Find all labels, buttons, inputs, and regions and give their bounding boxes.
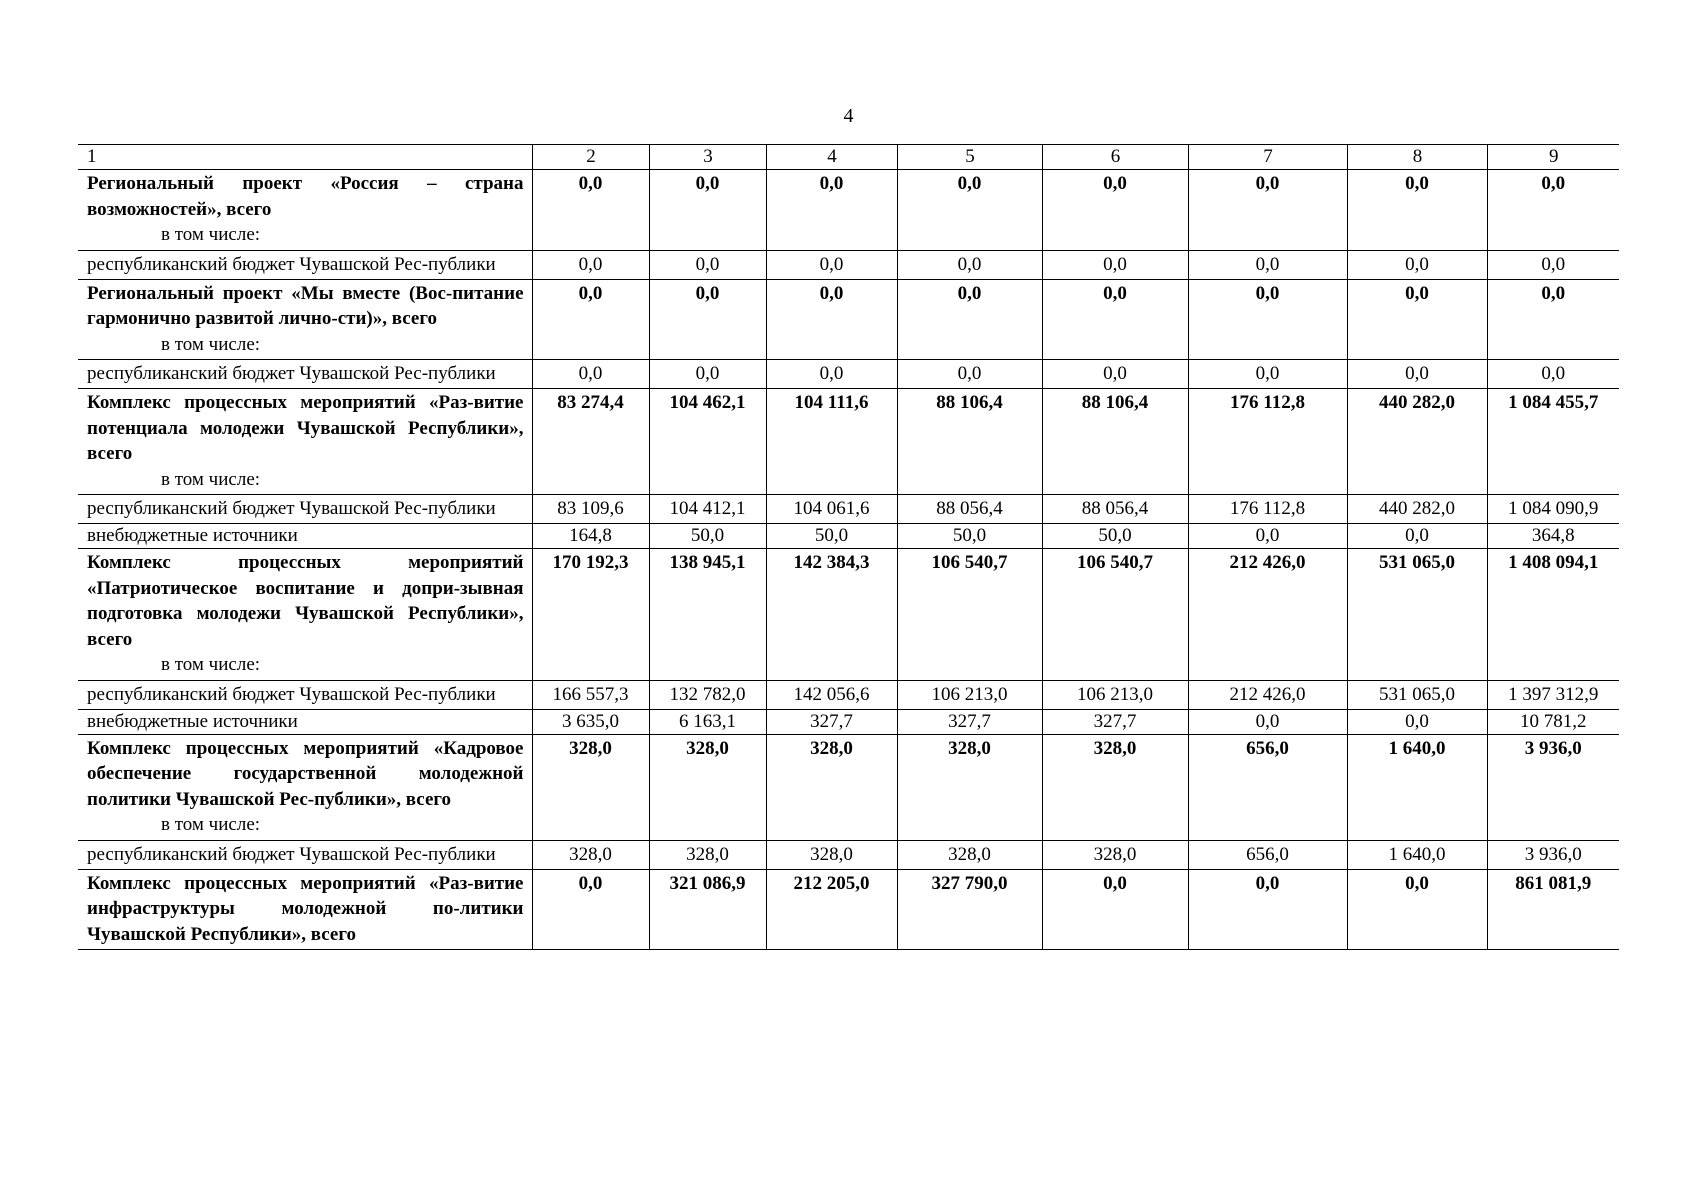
value-cell: 50,0 [766,524,897,549]
value-cell: 0,0 [1042,250,1188,279]
including-note: в том числе: [161,468,261,490]
value-cell: 0,0 [649,360,766,389]
table-row [78,680,1619,709]
value-cell: 0,0 [1188,360,1347,389]
value-cell: 0,0 [1188,170,1347,251]
value-cell: 328,0 [766,840,897,869]
value-cell: 328,0 [532,840,649,869]
value-cell: 0,0 [897,170,1042,251]
row-label: Комплекс процессных мероприятий «Раз-витие инфраструктуры молодежной по-литики Чувашской Республики», всего [78,869,532,950]
value-cell: 0,0 [1042,869,1188,950]
value-cell: 212 426,0 [1188,680,1347,709]
value-cell: 50,0 [897,524,1042,549]
value-cell: 0,0 [766,170,897,251]
column-header: 9 [1487,145,1619,170]
value-cell: 1 084 455,7 [1487,389,1619,495]
value-cell: 104 412,1 [649,495,766,524]
value-cell: 0,0 [532,250,649,279]
value-cell: 0,0 [1042,360,1188,389]
value-cell: 0,0 [766,279,897,360]
value-cell: 0,0 [1188,524,1347,549]
value-cell: 364,8 [1487,524,1619,549]
value-cell: 1 397 312,9 [1487,680,1619,709]
row-label: внебюджетные источники [78,524,532,549]
column-header: 6 [1042,145,1188,170]
value-cell: 861 081,9 [1487,869,1619,950]
value-cell: 0,0 [766,360,897,389]
row-label: Комплекс процессных мероприятий «Раз-витие потенциала молодежи Чувашской Республики», всего в том числе: [78,389,532,495]
value-cell: 327,7 [897,709,1042,734]
table-row [78,495,1619,524]
value-cell: 0,0 [1347,869,1487,950]
value-cell: 0,0 [1188,279,1347,360]
value-cell: 83 274,4 [532,389,649,495]
value-cell: 0,0 [897,360,1042,389]
value-cell: 142 056,6 [766,680,897,709]
value-cell: 50,0 [1042,524,1188,549]
budget-table [78,144,1619,950]
value-cell: 0,0 [1347,360,1487,389]
value-cell: 1 640,0 [1347,840,1487,869]
value-cell: 88 056,4 [1042,495,1188,524]
including-note: в том числе: [161,224,261,245]
value-cell: 656,0 [1188,734,1347,840]
column-header: 4 [766,145,897,170]
row-label: республиканский бюджет Чувашской Рес-публики [78,495,532,524]
value-cell: 327,7 [766,709,897,734]
value-cell: 440 282,0 [1347,389,1487,495]
value-cell: 176 112,8 [1188,495,1347,524]
table-row [78,549,1619,681]
row-label: внебюджетные источники [78,709,532,734]
value-cell: 0,0 [532,279,649,360]
value-cell: 328,0 [649,734,766,840]
value-cell: 50,0 [649,524,766,549]
row-label: Комплекс процессных мероприятий «Кадровое обеспечение государственной молодежной политики Чувашской Рес-публики», всего в том числе: [78,734,532,840]
table-row [78,840,1619,869]
value-cell: 0,0 [1188,869,1347,950]
value-cell: 0,0 [1487,279,1619,360]
value-cell: 0,0 [1347,250,1487,279]
value-cell: 0,0 [1188,250,1347,279]
column-header: 5 [897,145,1042,170]
row-label: республиканский бюджет Чувашской Рес-публики [78,680,532,709]
value-cell: 328,0 [1042,734,1188,840]
column-header: 8 [1347,145,1487,170]
value-cell: 83 109,6 [532,495,649,524]
value-cell: 327 790,0 [897,869,1042,950]
value-cell: 104 111,6 [766,389,897,495]
value-cell: 0,0 [532,869,649,950]
table-row [78,869,1619,950]
row-label: Комплекс процессных мероприятий «Патриотическое воспитание и допри-зывная подготовка молодежи Чувашской Республики», всего в том числе: [78,549,532,681]
value-cell: 0,0 [1188,709,1347,734]
value-cell: 88 106,4 [1042,389,1188,495]
value-cell: 3 936,0 [1487,840,1619,869]
value-cell: 132 782,0 [649,680,766,709]
value-cell: 170 192,3 [532,549,649,681]
value-cell: 321 086,9 [649,869,766,950]
value-cell: 166 557,3 [532,680,649,709]
value-cell: 328,0 [766,734,897,840]
value-cell: 656,0 [1188,840,1347,869]
value-cell: 328,0 [897,734,1042,840]
value-cell: 88 056,4 [897,495,1042,524]
value-cell: 0,0 [1347,709,1487,734]
value-cell: 104 061,6 [766,495,897,524]
value-cell: 0,0 [649,170,766,251]
value-cell: 176 112,8 [1188,389,1347,495]
table-row [78,524,1619,549]
value-cell: 0,0 [1487,250,1619,279]
value-cell: 104 462,1 [649,389,766,495]
value-cell: 327,7 [1042,709,1188,734]
row-label: Региональный проект «Россия – страна возможностей», всего в том числе: [78,170,532,251]
value-cell: 212 205,0 [766,869,897,950]
value-cell: 0,0 [649,279,766,360]
table-row [78,709,1619,734]
value-cell: 0,0 [766,250,897,279]
value-cell: 0,0 [1487,360,1619,389]
value-cell: 106 213,0 [897,680,1042,709]
table-row [78,250,1619,279]
value-cell: 0,0 [1487,170,1619,251]
value-cell: 531 065,0 [1347,680,1487,709]
value-cell: 1 084 090,9 [1487,495,1619,524]
page-number: 4 [843,105,854,127]
column-header: 2 [532,145,649,170]
row-label: республиканский бюджет Чувашской Рес-публики [78,840,532,869]
column-header: 1 [78,145,532,170]
value-cell: 6 163,1 [649,709,766,734]
including-note: в том числе: [161,654,261,675]
value-cell: 0,0 [1042,170,1188,251]
row-label: республиканский бюджет Чувашской Рес-публики [78,250,532,279]
value-cell: 328,0 [532,734,649,840]
value-cell: 212 426,0 [1188,549,1347,681]
value-cell: 138 945,1 [649,549,766,681]
value-cell: 328,0 [1042,840,1188,869]
table-row [78,170,1619,251]
row-label: республиканский бюджет Чувашской Рес-публики [78,360,532,389]
column-header: 3 [649,145,766,170]
value-cell: 531 065,0 [1347,549,1487,681]
value-cell: 3 936,0 [1487,734,1619,840]
value-cell: 0,0 [649,250,766,279]
value-cell: 1 408 094,1 [1487,549,1619,681]
value-cell: 0,0 [897,250,1042,279]
value-cell: 0,0 [1347,279,1487,360]
including-note: в том числе: [161,333,261,355]
value-cell: 1 640,0 [1347,734,1487,840]
value-cell: 164,8 [532,524,649,549]
value-cell: 0,0 [1042,279,1188,360]
value-cell: 142 384,3 [766,549,897,681]
value-cell: 0,0 [1347,170,1487,251]
value-cell: 0,0 [897,279,1042,360]
value-cell: 328,0 [649,840,766,869]
value-cell: 106 540,7 [1042,549,1188,681]
value-cell: 328,0 [897,840,1042,869]
column-number-header-row [78,145,1619,170]
value-cell: 3 635,0 [532,709,649,734]
including-note: в том числе: [161,814,261,835]
table-row [78,389,1619,495]
value-cell: 106 540,7 [897,549,1042,681]
table-row [78,279,1619,360]
table-row [78,360,1619,389]
value-cell: 0,0 [532,170,649,251]
value-cell: 10 781,2 [1487,709,1619,734]
table-row [78,734,1619,840]
value-cell: 0,0 [1347,524,1487,549]
value-cell: 0,0 [532,360,649,389]
value-cell: 106 213,0 [1042,680,1188,709]
value-cell: 440 282,0 [1347,495,1487,524]
row-label: Региональный проект «Мы вместе (Вос-питание гармонично развитой лично-сти)», всего в том числе: [78,279,532,360]
value-cell: 88 106,4 [897,389,1042,495]
column-header: 7 [1188,145,1347,170]
